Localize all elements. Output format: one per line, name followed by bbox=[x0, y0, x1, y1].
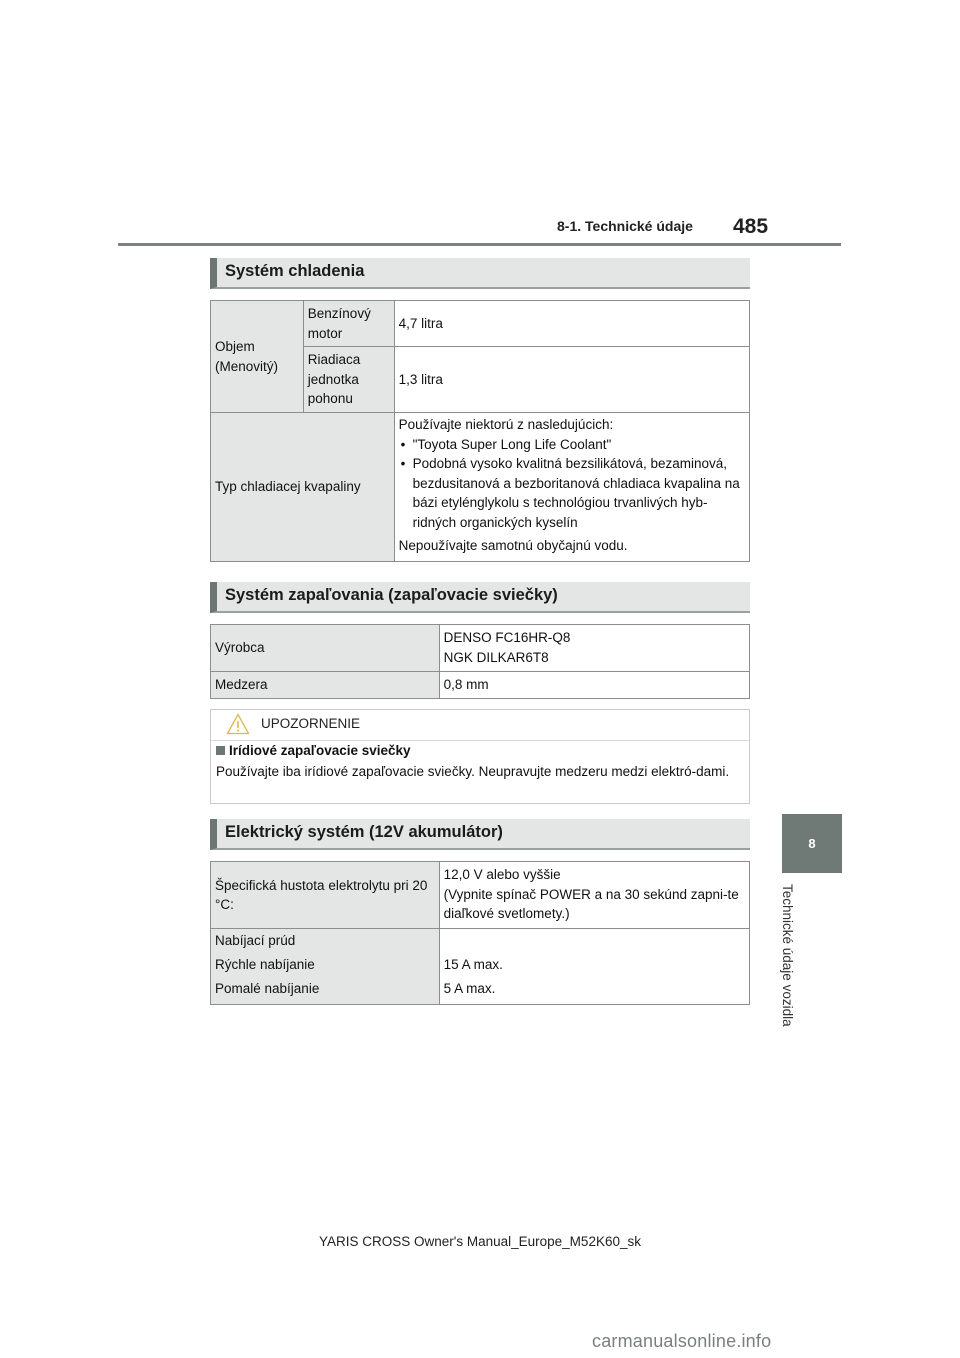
caution-subheading-row bbox=[216, 743, 411, 758]
gap-label: Medzera bbox=[211, 672, 440, 699]
table-row bbox=[211, 301, 750, 347]
list-item: • "Toyota Super Long Life Coolant" bbox=[413, 435, 745, 455]
coolant-list bbox=[399, 435, 745, 533]
electrical-title: Elektrický systém (12V akumulátor) bbox=[225, 823, 503, 841]
square-bullet-icon bbox=[216, 746, 225, 755]
density-value-cell bbox=[439, 862, 749, 929]
list-item: • Podobná vysoko kvalitná bezsilikátová, bezaminová, bezdusitanová a bezboritanová chladiaca kvapalina na bázi etylénglykolu s technológiou trvanlivých hyb-ridných organických kyselín bbox=[413, 454, 745, 532]
watermark: carmanualsonline.info bbox=[592, 1331, 772, 1351]
cooling-table bbox=[210, 300, 750, 562]
coolant-note: Nepoužívajte samotnú obyčajnú vodu. bbox=[398, 538, 628, 553]
slow-label: Pomalé nabíjanie bbox=[215, 981, 320, 996]
chapter-tab: 8 bbox=[782, 814, 842, 873]
density-value: 12,0 V alebo vyššie bbox=[443, 867, 561, 882]
gap-value: 0,8 mm bbox=[439, 672, 749, 699]
maker-value bbox=[439, 625, 749, 672]
maker-label: Výrobca bbox=[211, 625, 440, 672]
engine-label: Benzínový motor bbox=[303, 301, 394, 347]
table-row bbox=[211, 929, 750, 1005]
caution-text: Používajte iba irídiové zapaľovacie sviečky. Neupravujte medzeru medzi elektró-dami. bbox=[216, 764, 730, 779]
caution-heading: UPOZORNENIE bbox=[261, 716, 361, 731]
footer-text: YARIS CROSS Owner's Manual_Europe_M52K60_sk bbox=[319, 1234, 641, 1249]
slow-value: 5 A max. bbox=[443, 981, 496, 996]
charging-label-cell bbox=[211, 929, 440, 1005]
coolant-label: Typ chladiacej kvapaliny bbox=[211, 413, 395, 562]
coolant-value bbox=[394, 413, 749, 562]
caution-subheading: Irídiové zapaľovacie sviečky bbox=[229, 743, 411, 758]
pcu-value: 1,3 litra bbox=[394, 347, 749, 413]
cooling-section-header bbox=[210, 258, 750, 289]
table-row bbox=[211, 862, 750, 929]
maker-value-1: DENSO FC16HR-Q8 bbox=[443, 630, 571, 645]
pcu-label: Riadiaca jednotka pohonu bbox=[303, 347, 394, 413]
page-number: 485 bbox=[733, 215, 769, 238]
electrical-section-header bbox=[210, 819, 750, 850]
engine-value: 4,7 litra bbox=[394, 301, 749, 347]
ignition-section-header bbox=[210, 582, 750, 613]
volume-label: Objem (Menovitý) bbox=[211, 301, 304, 413]
table-row bbox=[211, 413, 750, 562]
table-row bbox=[211, 672, 750, 699]
fast-value: 15 A max. bbox=[443, 957, 503, 972]
ignition-table bbox=[210, 624, 750, 699]
coolant-intro: Používajte niektorú z nasledujúcich: bbox=[398, 417, 614, 432]
caution-box bbox=[210, 709, 750, 804]
table-row bbox=[211, 625, 750, 672]
chapter-label-text: Technické údaje vozidla bbox=[780, 884, 795, 1027]
maker-value-2: NGK DILKAR6T8 bbox=[443, 649, 549, 665]
ignition-title: Systém zapaľovania (zapaľovacie sviečky) bbox=[225, 586, 558, 604]
fast-label: Rýchle nabíjanie bbox=[215, 957, 315, 972]
caution-header bbox=[211, 710, 749, 741]
header-rule bbox=[118, 243, 841, 246]
electrical-table bbox=[210, 861, 750, 1005]
section-heading: 8-1. Technické údaje bbox=[557, 218, 693, 234]
cooling-title: Systém chladenia bbox=[225, 262, 365, 280]
density-label: Špecifická hustota elektrolytu pri 20 °C: bbox=[211, 862, 440, 929]
warning-triangle-icon bbox=[226, 713, 250, 735]
density-note: (Vypnite spínač POWER a na 30 sekúnd zapni-te diaľkové svetlomety.) bbox=[443, 886, 739, 921]
charging-value-cell bbox=[439, 929, 749, 1005]
chapter-label bbox=[780, 884, 810, 1054]
charging-label: Nabíjací prúd bbox=[215, 933, 296, 948]
